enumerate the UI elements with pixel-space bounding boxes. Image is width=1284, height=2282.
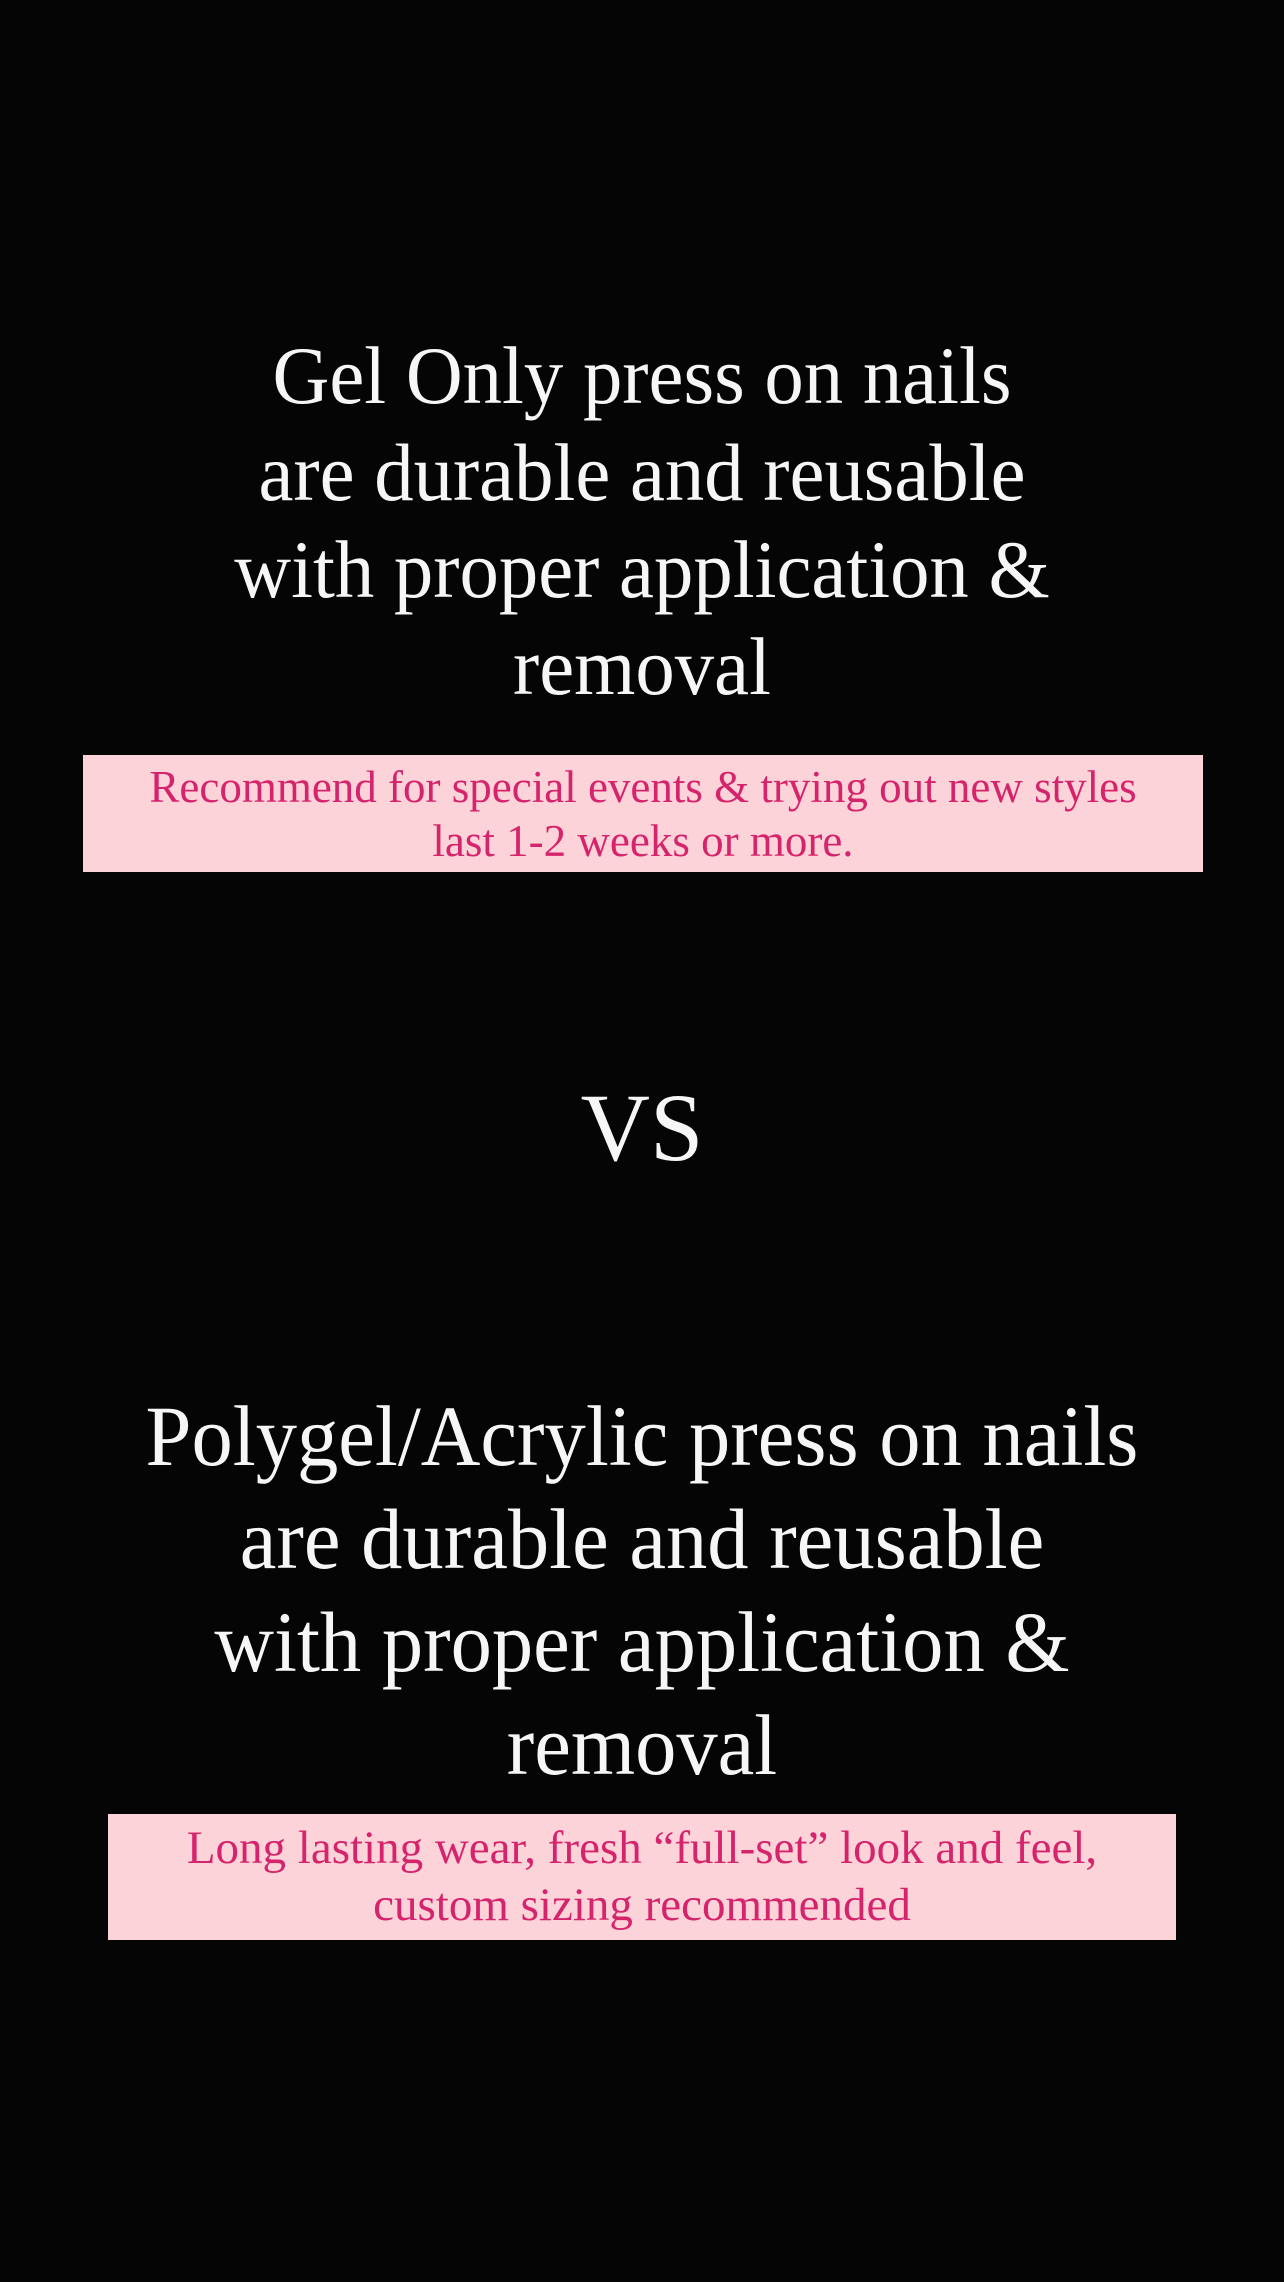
- gel-heading-line-3: with proper application &: [234, 524, 1050, 615]
- polygel-heading: [26, 1385, 1259, 1797]
- gel-banner-line-1: Recommend for special events & trying out new styles: [149, 761, 1137, 812]
- gel-heading-line-2: are durable and reusable: [258, 427, 1026, 518]
- gel-banner-line-2: last 1-2 weeks or more.: [432, 815, 854, 866]
- vs-divider: VS: [580, 1074, 704, 1181]
- polygel-heading-line-1: Polygel/Acrylic press on nails: [145, 1388, 1139, 1484]
- polygel-heading-line-4: removal: [506, 1697, 778, 1793]
- polygel-heading-line-3: with proper application &: [214, 1594, 1070, 1690]
- gel-heading-line-1: Gel Only press on nails: [272, 330, 1012, 421]
- gel-banner: [83, 755, 1203, 872]
- gel-heading-line-4: removal: [513, 621, 771, 712]
- polygel-banner-line-2: custom sizing recommended: [373, 1879, 911, 1931]
- polygel-banner-line-1: Long lasting wear, fresh “full-set” look and feel,: [186, 1822, 1098, 1874]
- polygel-banner: [108, 1814, 1176, 1940]
- polygel-heading-line-2: are durable and reusable: [239, 1491, 1045, 1587]
- gel-heading: [26, 327, 1259, 715]
